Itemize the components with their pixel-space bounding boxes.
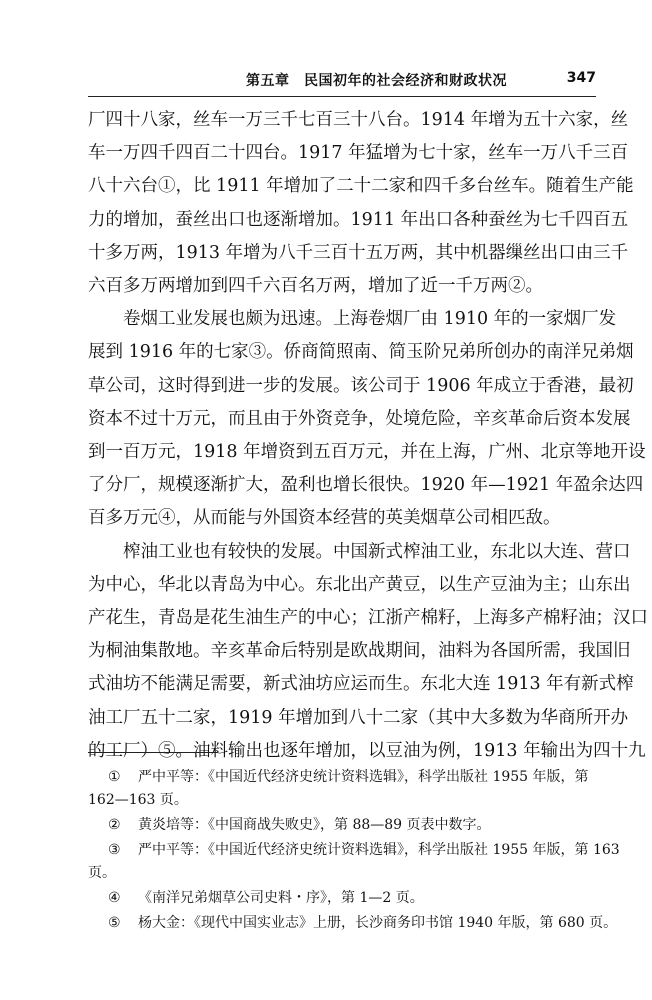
body-line: 十多万两，1913 年增为八千三百十五万两，其中机器缫丝出口由三千	[88, 242, 629, 263]
footnote-text: 162—163 页。	[88, 792, 188, 808]
footnote-text: 严中平等：《中国近代经济史统计资料选辑》，科学出版社 1955 年版，第 163	[138, 842, 620, 858]
body-line: 油工厂五十二家，1919 年增加到八十二家（其中大多数为华商所开办	[88, 707, 629, 728]
body-line: 为桐油集散地。辛亥革命后特别是欧战期间，油料为各国所需，我国旧	[88, 641, 631, 662]
footnote-text: 页。	[88, 865, 116, 881]
body-line: 产花生，青岛是花生油生产的中心；江浙产棉籽，上海多产棉籽油；汉口	[88, 608, 648, 629]
body-line: 为中心，华北以青岛为中心。东北出产黄豆，以生产豆油为主；山东出	[88, 574, 631, 595]
body-text	[88, 104, 648, 768]
body-line: 车一万四千四百二十四台。1917 年猛增为七十家，丝车一万八千三百	[88, 143, 629, 164]
footnote-text: 黄炎培等：《中国商战失败史》，第 88—89 页表中数字。	[138, 817, 491, 833]
footnote-marker: ④	[108, 890, 121, 906]
body-line: 的工厂）⑤。油料输出也逐年增加，以豆油为例，1913 年输出为四十九	[88, 740, 646, 761]
body-line: 式油坊不能满足需要，新式油坊应运而生。东北大连 1913 年有新式榨	[88, 674, 634, 695]
footnote-2	[88, 814, 598, 837]
body-line: 榨油工业也有较快的发展。中国新式榨油工业，东北以大连、营口	[123, 541, 631, 562]
body-line: 展到 1916 年的七家③。侨商简照南、简玉阶兄弟所创办的南洋兄弟烟	[88, 342, 634, 363]
footnote-1	[88, 766, 598, 812]
footnote-marker: ③	[108, 842, 121, 858]
header-rule	[88, 96, 596, 97]
body-line: 卷烟工业发展也颇为迅速。上海卷烟厂由 1910 年的一家烟厂发	[123, 309, 617, 330]
footnote-5	[88, 912, 618, 935]
chapter-title: 第五章 民国初年的社会经济和财政状况	[246, 73, 507, 89]
running-header	[88, 66, 596, 92]
body-line: 百多万元④，从而能与外国资本经营的英美烟草公司相匹敌。	[88, 508, 561, 529]
footnotes	[88, 766, 620, 937]
footnote-text: 杨大金：《现代中国实业志》上册，长沙商务印书馆 1940 年版，第 680 页。	[138, 915, 618, 931]
body-line: 力的增加，蚕丝出口也逐渐增加。1911 年出口各种蚕丝为七千四百五	[88, 209, 629, 230]
footnote-marker: ①	[108, 769, 121, 785]
body-line: 到一百万元，1918 年增资到五百万元，并在上海，广州、北京等地开设	[88, 442, 646, 463]
footnote-4	[88, 887, 598, 910]
footnote-marker: ②	[108, 817, 121, 833]
body-line: 草公司，这时得到进一步的发展。该公司于 1906 年成立于香港，最初	[88, 375, 634, 396]
footnote-text: 严中平等：《中国近代经济史统计资料选辑》，科学出版社 1955 年版，第	[138, 769, 589, 785]
footnote-rule	[88, 752, 218, 753]
body-line: 厂四十八家，丝车一万三千七百三十八台。1914 年增为五十六家，丝	[88, 110, 629, 130]
footnote-3	[88, 839, 620, 885]
page-number: 347	[566, 70, 596, 86]
footnote-marker: ⑤	[108, 915, 121, 931]
body-line: 资本不过十万元，而且由于外资竞争，处境危险，辛亥革命后资本发展	[88, 408, 631, 429]
body-line: 了分厂，规模逐渐扩大，盈利也增长很快。1920 年—1921 年盈余达四	[88, 475, 644, 496]
body-line: 八十六台①，比 1911 年增加了二十二家和四千多台丝车。随着生产能	[88, 176, 634, 197]
footnote-text: 《南洋兄弟烟草公司史料・序》，第 1—2 页。	[138, 890, 424, 906]
body-line: 六百多万两增加到四千六百名万两，增加了近一千万两②。	[88, 276, 543, 297]
